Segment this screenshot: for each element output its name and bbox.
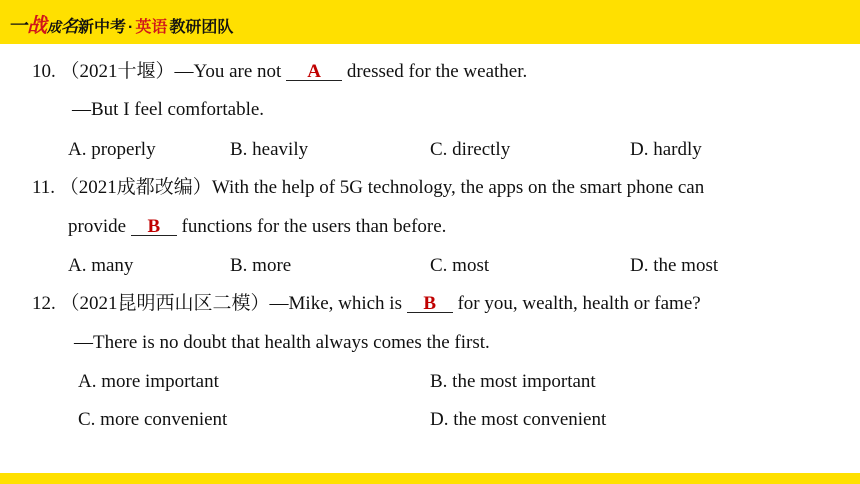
- option-d: D. the most convenient: [430, 409, 607, 430]
- brand-subject: 英语: [135, 19, 168, 36]
- question-12-stem: [32, 292, 701, 316]
- answer-letter: B: [147, 216, 161, 237]
- question-number: 12.: [32, 293, 56, 314]
- option-c: C. most: [430, 255, 490, 276]
- question-text: functions for the users than before.: [176, 216, 447, 237]
- question-text: With the help of 5G technology, the apps on the smart phone can: [211, 177, 705, 198]
- answer-letter: A: [307, 61, 321, 82]
- question-10-reply: —But I feel comfortable.: [72, 99, 265, 120]
- option-b: B. more: [230, 255, 292, 276]
- question-11-stem-line2: [68, 215, 446, 239]
- brand-text-3: 成: [47, 19, 62, 35]
- brand-text-1: 一: [8, 16, 28, 37]
- question-11-stem: [32, 176, 704, 200]
- question-number: 10.: [32, 61, 56, 82]
- question-source: （2021成都改编）: [59, 177, 212, 198]
- question-number: 11.: [32, 177, 56, 198]
- option-d: D. hardly: [630, 139, 702, 160]
- answer-blank: [407, 292, 453, 313]
- brand-logo: [8, 9, 233, 35]
- brand-team: 教研团队: [169, 19, 234, 36]
- option-b: B. the most important: [430, 371, 596, 392]
- option-a: A. properly: [68, 139, 156, 160]
- question-12-reply: —There is no doubt that health always comes the first.: [74, 332, 490, 353]
- brand-dot: ·: [128, 19, 134, 36]
- question-text: —Mike, which is: [269, 293, 407, 314]
- question-text: provide: [68, 216, 131, 237]
- brand-text-5: 新中考: [78, 19, 127, 36]
- answer-blank: [131, 215, 177, 236]
- brand-text-4: 名: [61, 17, 79, 36]
- option-b: B. heavily: [230, 139, 309, 160]
- question-source: （2021十堰）: [60, 61, 175, 82]
- answer-blank: [286, 60, 342, 81]
- option-d: D. the most: [630, 255, 719, 276]
- answer-letter: B: [423, 293, 437, 314]
- question-text: —You are not: [174, 61, 287, 82]
- brand-text-2: 战: [27, 15, 48, 37]
- option-c: C. directly: [430, 139, 511, 160]
- option-a: A. many: [68, 255, 134, 276]
- question-source: （2021昆明西山区二模）: [60, 293, 270, 314]
- footer-bar: [0, 473, 860, 484]
- question-text: for you, wealth, health or fame?: [452, 293, 701, 314]
- question-text: dressed for the weather.: [342, 61, 528, 82]
- header-bar: [0, 0, 860, 44]
- option-c: C. more convenient: [78, 409, 228, 430]
- question-10-stem: [32, 60, 527, 84]
- option-a: A. more important: [78, 371, 219, 392]
